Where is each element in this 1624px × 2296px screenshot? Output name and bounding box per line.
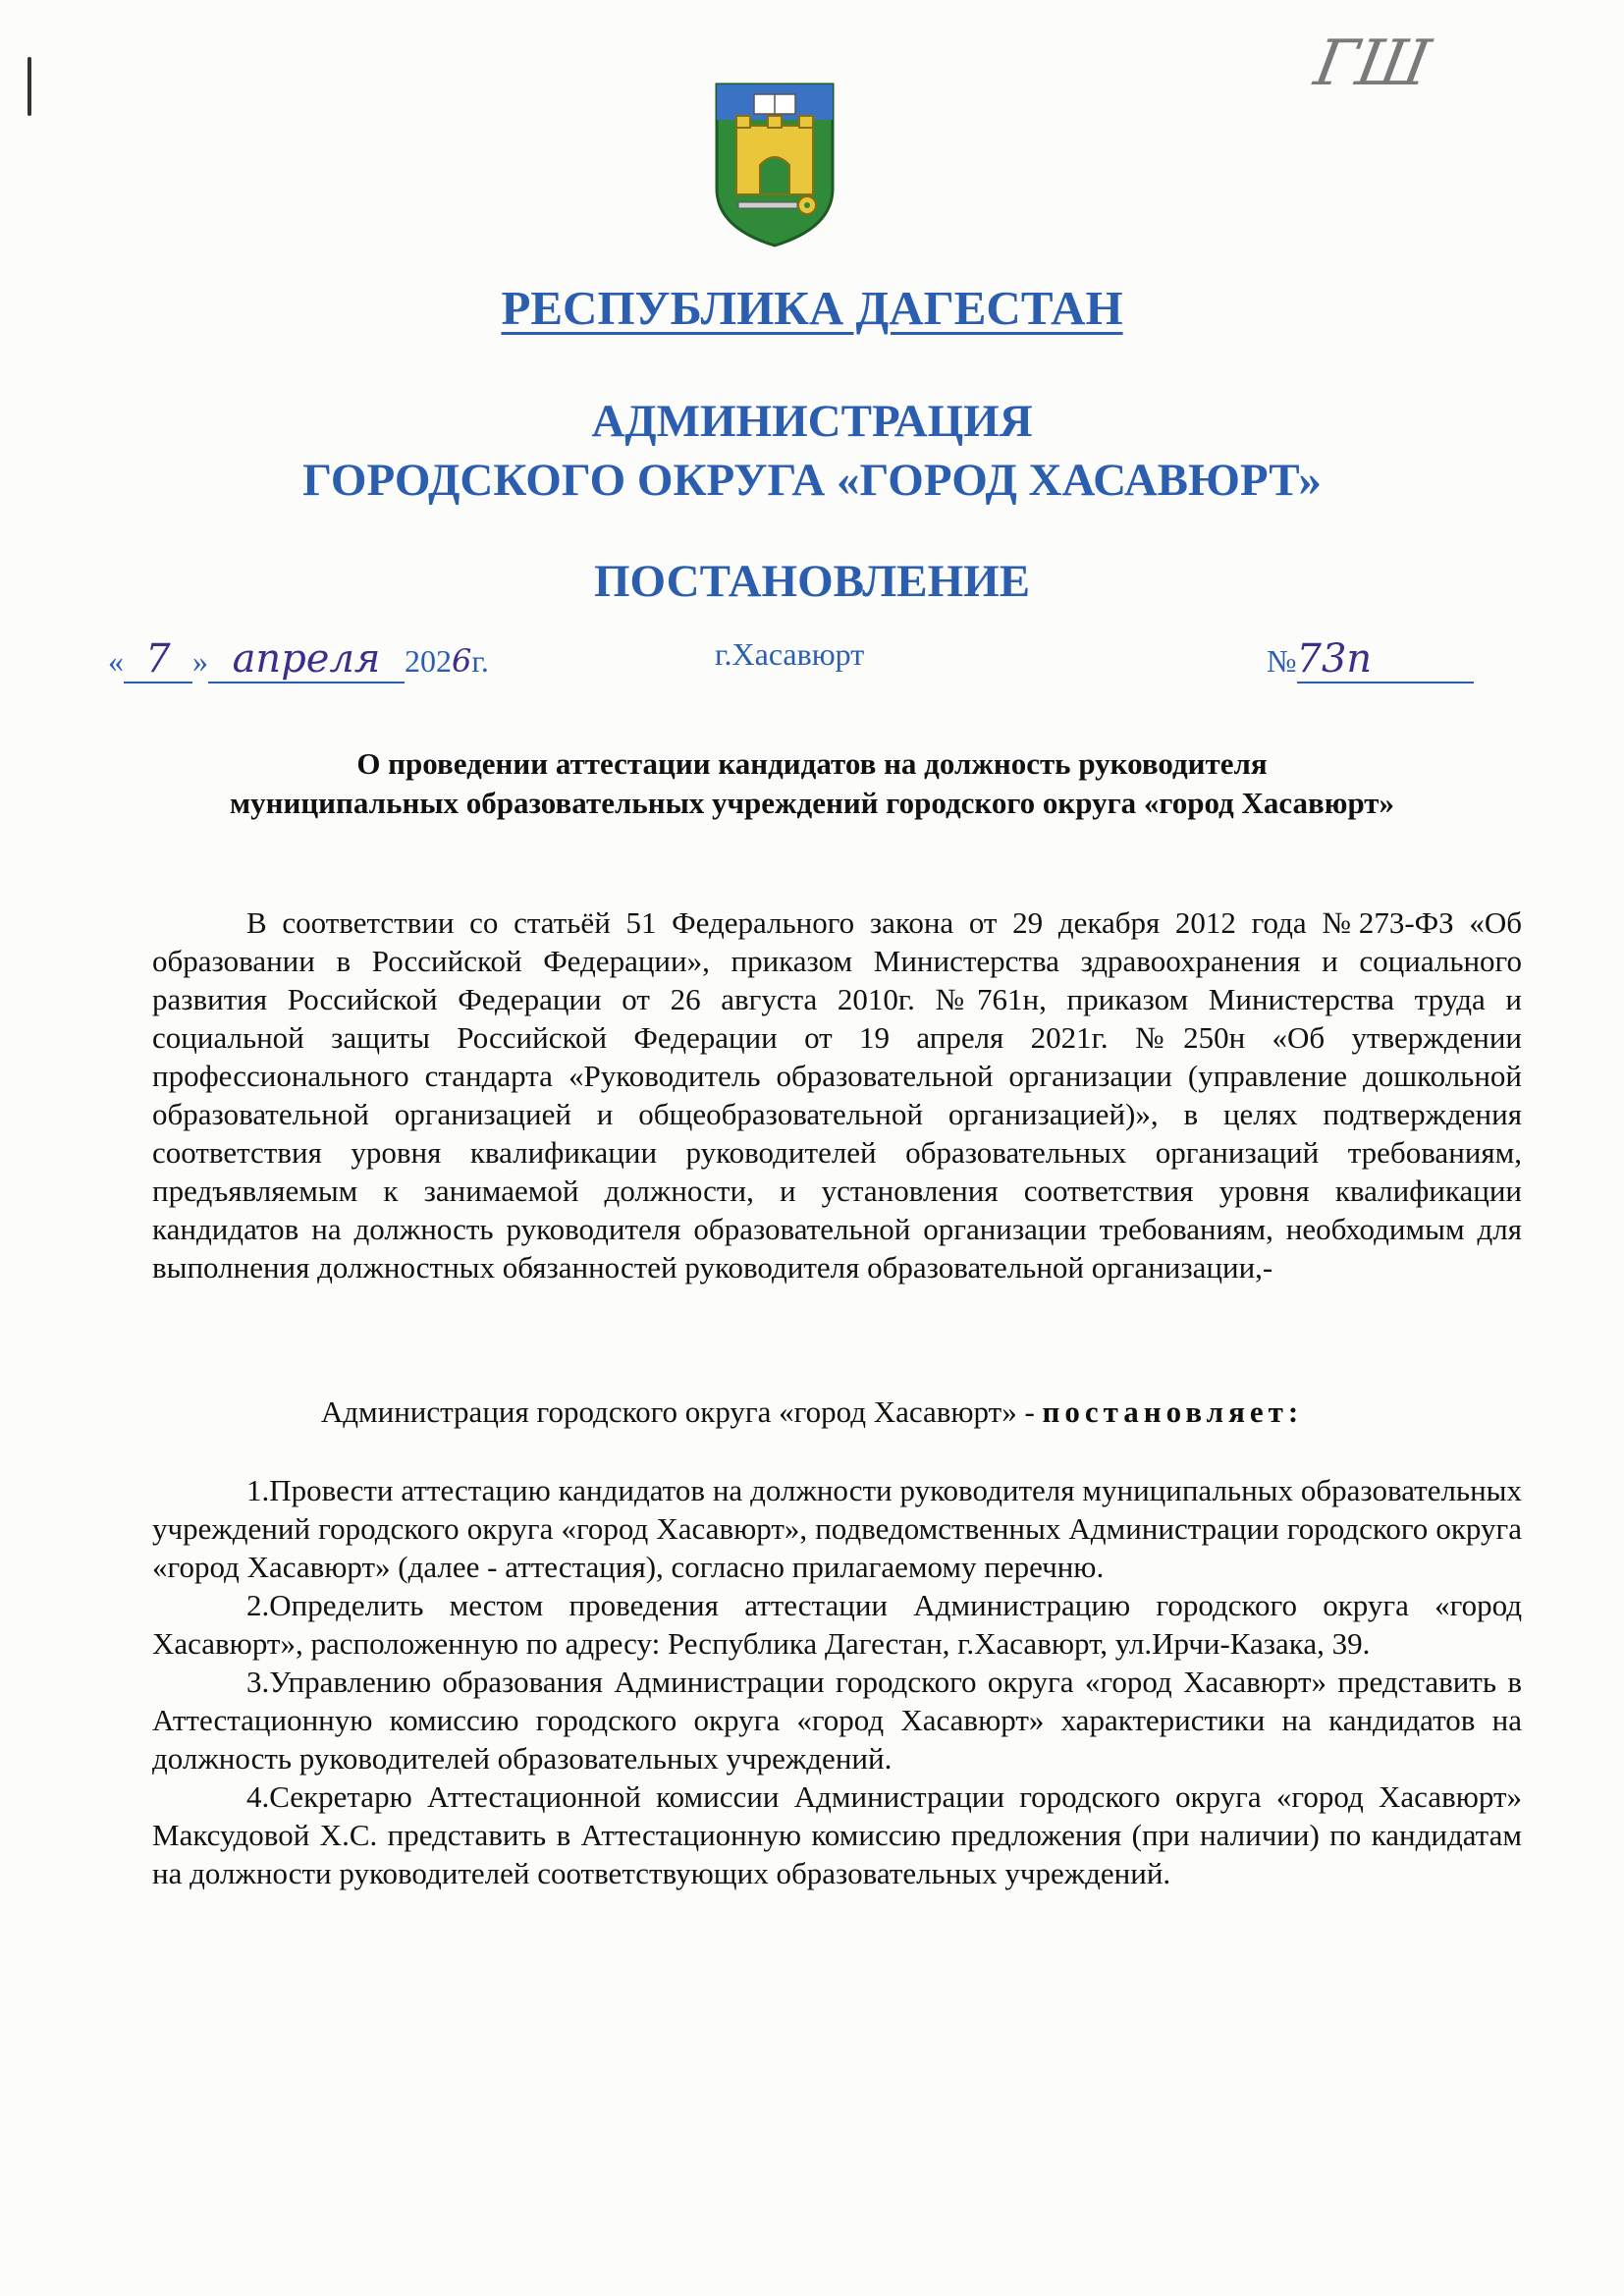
date-year-suffix: 6 [452,642,472,680]
document-city: г.Хасавюрт [715,636,865,672]
number-label: № [1267,643,1297,679]
date-year-prefix: 202 [405,643,452,679]
preamble [152,903,1522,1286]
date-month-field [208,636,405,683]
document-date [108,636,489,683]
number-value: 73п [1296,636,1373,682]
date-number-row [0,636,1624,695]
subject-line-1: О проведении аттестации кандидатов на должность руководителя [356,746,1268,781]
city-district-title: ГОРОДСКОГО ОКРУГА «ГОРОД ХАСАВЮРТ» [302,455,1322,506]
date-close-quote: » [192,643,208,679]
decree-item-2: 2.Определить местом проведения аттестации Администрацию городского округа «город Хасавюрт», расположенную по адресу: Республика Дагестан, г.Хасавюрт, ул.Ирчи-Казака, 39. [152,1588,1522,1661]
resolving-prefix: Администрация городского округа «город Хасавюрт» - [320,1394,1043,1429]
preamble-paragraph: В соответствии со статьёй 51 Федерального закона от 29 декабря 2012 года №273-ФЗ «Об образовании в Российской Федерации», приказом Министерства здравоохранения и социального развития Российской Федерации от 26 августа 2010г. №761н, приказом Министерства труда и социальной защиты Российской Федерации от 19 апреля 2021г. №250н «Об утверждении профессионального стандарта «Руководитель образовательной организации (управление дошкольной образовательной организацией и общеобразовательной организацией)», в целях подтверждения соответствия уровня квалификации руководителей образовательных организаций требованиям, предъявляемым к занимаемой должности, и установления соответствия уровня квалификации кандидатов на должность руководителя образовательной организации требованиям, необходимым для выполнения должностных обязанностей руководителя образовательной организации,- [152,905,1522,1285]
date-year-end: г. [471,643,489,679]
date-day: 7 [145,636,171,682]
number-field [1297,636,1474,683]
city-coat-of-arms-icon [711,81,839,249]
document-subject [0,744,1624,823]
handwritten-initials: ГШ [1309,27,1435,100]
date-day-field [124,636,192,683]
republic-title: РЕСПУБЛИКА ДАГЕСТАН [501,281,1123,335]
administration-title: АДМИНИСТРАЦИЯ [591,396,1033,447]
resolving-keyword: постановляет: [1042,1394,1304,1429]
decree-items [152,1471,1522,1892]
resolving-line [0,1394,1624,1430]
document-number [1267,636,1474,683]
subject-line-2: муниципальных образовательных учреждений городского округа «город Хасавюрт» [229,786,1395,820]
decree-item-4: 4.Секретарю Аттестационной комиссии Администрации городского округа «город Хасавюрт» Максудовой Х.С. представить в Аттестационную комиссию предложения (при наличии) по кандидатам на должности руководителей соответствующих образовательных учреждений. [152,1779,1522,1890]
scan-edge-mark [27,57,31,116]
decree-item-1: 1.Провести аттестацию кандидатов на должности руководителя муниципальных образовательных учреждений городского округа «город Хасавюрт», подведомственных Администрации городского округа «город Хасавюрт» (далее - аттестация), согласно прилагаемому перечню. [152,1473,1522,1584]
document-type-title: ПОСТАНОВЛЕНИЕ [593,556,1031,607]
date-month: апреля [232,636,381,682]
date-open-quote: « [108,643,124,679]
decree-item-3: 3.Управлению образования Администрации городского округа «город Хасавюрт» представить в Аттестационную комиссию городского округа «город Хасавюрт» характеристики на кандидатов на должность руководителей образовательных учреждений. [152,1665,1522,1776]
